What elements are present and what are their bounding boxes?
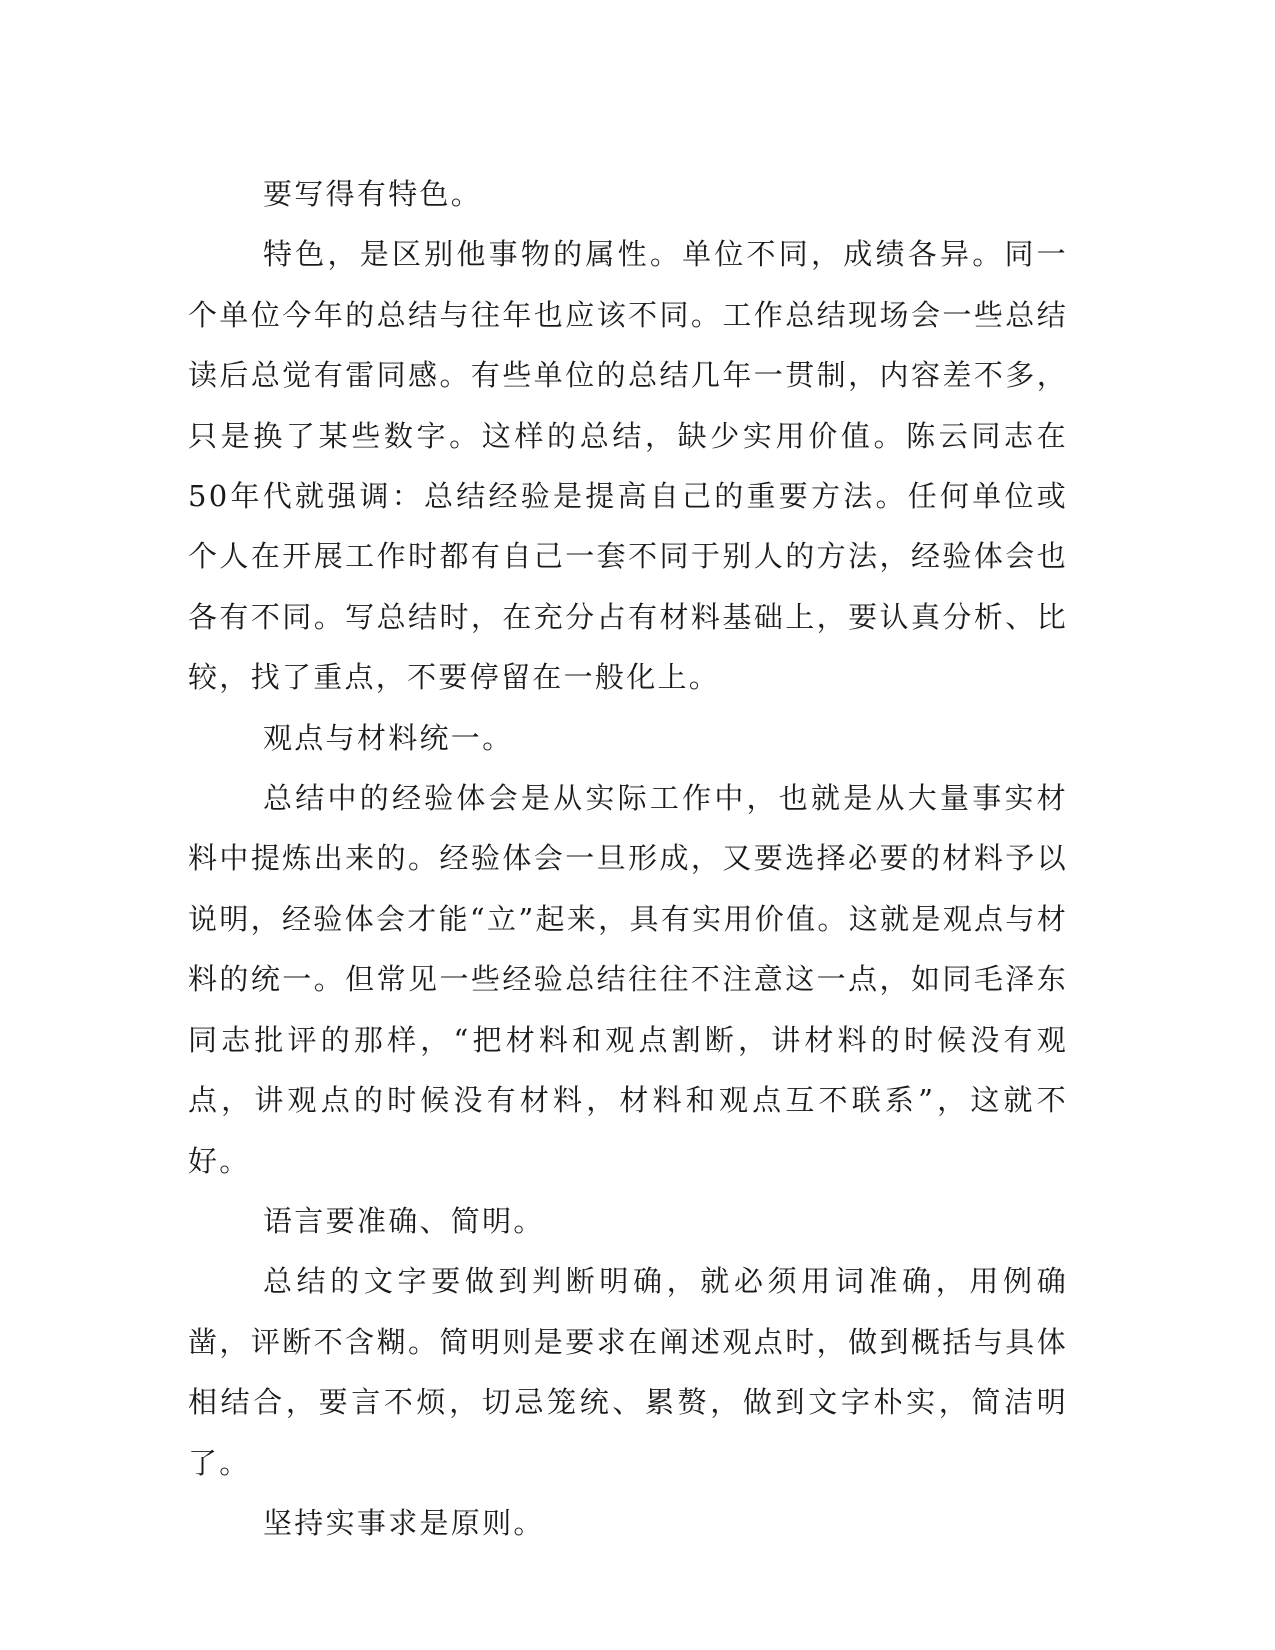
- heading-viewpoint-material: 观点与材料统一。: [263, 720, 514, 755]
- paragraph-viewpoint-material: 总结中的经验体会是从实际工作中，也就是从大量事实材料中提炼出来的。经验体会一旦形成，又要选择必要的材料予以说明，经验体会才能“立”起来，具有实用价值。这就是观点与材料的统一。但常见一些经验总结往往不注意这一点，如同毛泽东同志批评的那样，“把材料和观点割断，讲材料的时候没有观点，讲观点的时候没有材料，材料和观点互不联系”，这就不好。: [188, 781, 1068, 1178]
- paragraph-language: 总结的文字要做到判断明确，就必须用词准确，用例确凿，评断不含糊。简明则是要求在阐述观点时，做到概括与具体相结合，要言不烦，切忌笼统、累赘，做到文字朴实，简洁明了。: [188, 1264, 1068, 1480]
- heading-facts: 坚持实事求是原则。: [263, 1505, 545, 1540]
- body-text: [188, 164, 1068, 1553]
- paragraph-distinctive: 特色，是区别他事物的属性。单位不同，成绩各异。同一个单位今年的总结与往年也应该不同。工作总结现场会一些总结读后总觉有雷同感。有些单位的总结几年一贯制，内容差不多，只是换了某些数字。这样的总结，缺少实用价值。陈云同志在50年代就强调：总结经验是提高自己的重要方法。任何单位或个人在开展工作时都有自己一套不同于别人的方法，经验体会也各有不同。写总结时，在充分占有材料基础上，要认真分析、比较，找了重点，不要停留在一般化上。: [188, 237, 1068, 695]
- heading-language: 语言要准确、简明。: [263, 1203, 545, 1238]
- heading-distinctive: 要写得有特色。: [263, 177, 483, 211]
